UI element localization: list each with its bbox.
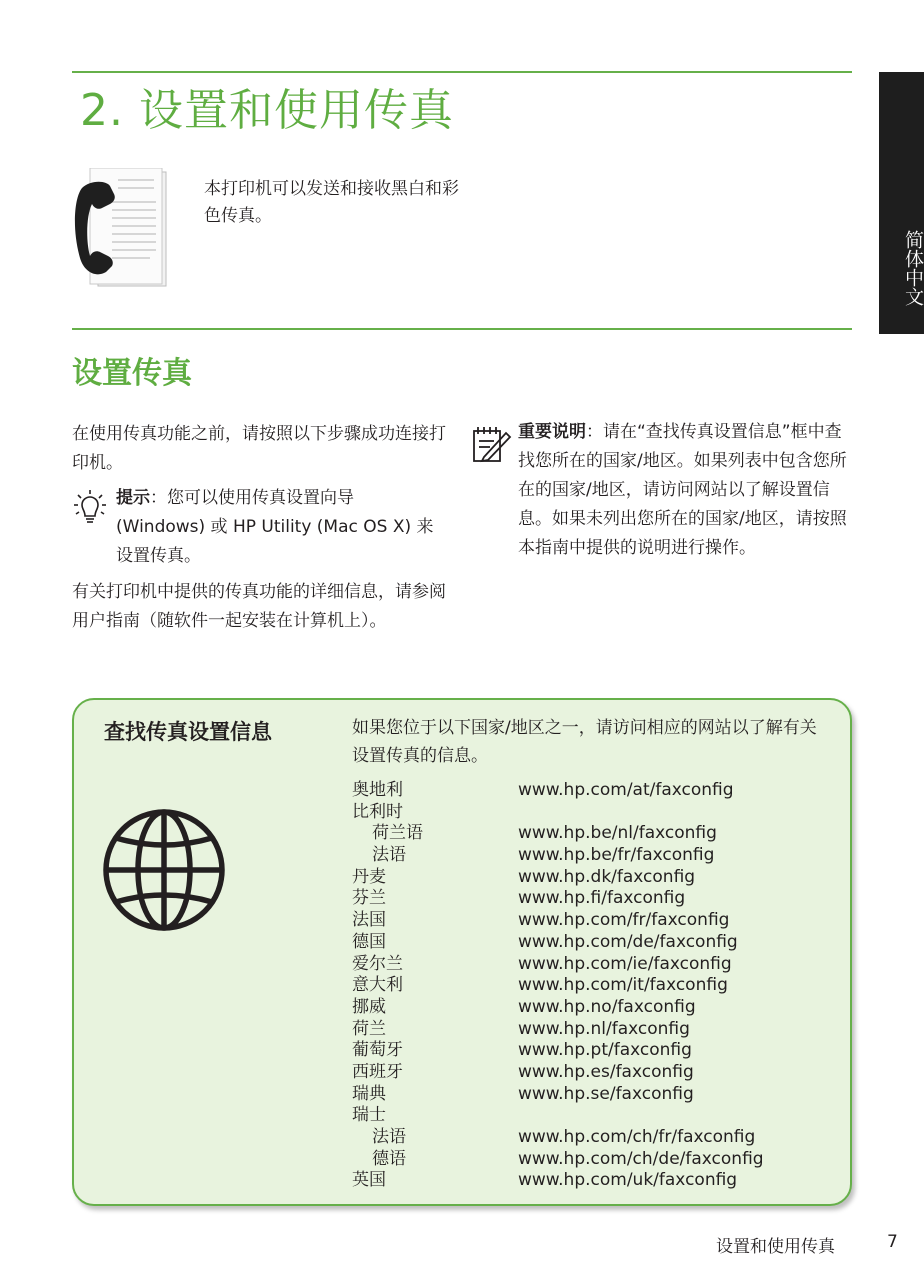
setup-paragraph: 在使用传真功能之前，请按照以下步骤成功连接打印机。 [72,424,446,473]
country-url: www.hp.com/ch/de/faxconfig [518,1148,764,1169]
country-name: 德国 [352,931,386,952]
country-url: www.hp.nl/faxconfig [518,1018,690,1039]
country-url: www.hp.com/ie/faxconfig [518,953,732,974]
country-url: www.hp.com/de/faxconfig [518,931,738,952]
country-name: 比利时 [352,801,403,822]
country-name: 奥地利 [352,780,403,800]
country-name: 英国 [352,1170,386,1191]
country-row [352,1170,832,1192]
country-row [352,802,832,824]
box-intro: 如果您位于以下国家/地区之一，请访问相应的网站以了解有关设置传真的信息。 [352,718,817,766]
country-url: www.hp.fi/faxconfig [518,888,686,909]
note-label: 重要说明 [518,422,586,442]
country-row [352,997,832,1019]
country-row [352,1062,832,1084]
country-url: www.hp.com/ch/fr/faxconfig [518,1127,756,1147]
tip-body: ：您可以使用传真设置向导 (Windows) 或 HP Utility (Mac OS X) 来设置传真。 [116,488,434,566]
country-row [352,910,832,932]
important-note [518,418,850,563]
country-name: 德语 [372,1148,406,1169]
country-url: www.hp.com/it/faxconfig [518,975,728,996]
fax-setup-info-box [72,698,852,1206]
note-body: ：请在“查找传真设置信息”框中查找您所在的国家/地区。如果列表中包含您所在的国家/地区，请访问网站以了解设置信息。如果未列出您所在的国家/地区，请按照本指南中提供的说明进行操作。 [518,422,847,558]
country-name: 爱尔兰 [352,953,403,974]
tip-text [116,484,446,571]
country-url: www.hp.no/faxconfig [518,996,696,1017]
country-name: 丹麦 [352,866,386,887]
country-row [352,780,832,802]
country-row [352,1019,832,1041]
country-row [352,823,832,845]
globe-icon [102,808,226,932]
section-title: 设置传真 [72,356,192,391]
country-row [352,932,832,954]
country-row [352,975,832,997]
country-name: 西班牙 [352,1061,403,1082]
chapter-title: 2. 设置和使用传真 [80,85,454,136]
country-url: www.hp.dk/faxconfig [518,866,696,887]
country-row [352,845,832,867]
top-rule [72,71,852,73]
fax-phone-icon [72,168,172,290]
country-url-list [352,780,832,1192]
country-name: 法语 [372,845,406,866]
country-url: www.hp.be/fr/faxconfig [518,845,715,866]
country-row [352,888,832,910]
country-name: 葡萄牙 [352,1040,403,1061]
country-url: www.hp.se/faxconfig [518,1083,694,1104]
country-name: 芬兰 [352,888,386,909]
country-name: 荷兰语 [372,823,423,844]
country-url: www.hp.com/at/faxconfig [518,780,734,800]
box-title: 查找传真设置信息 [104,720,272,744]
tip-label: 提示 [116,488,150,508]
country-url: www.hp.be/nl/faxconfig [518,823,717,844]
country-name: 法语 [372,1127,406,1147]
country-url: www.hp.es/faxconfig [518,1061,694,1082]
language-tab-label: 简体中文 [902,230,924,306]
country-url: www.hp.com/uk/faxconfig [518,1170,738,1191]
country-url: www.hp.com/fr/faxconfig [518,910,730,931]
country-row [352,954,832,976]
fax-info-paragraph: 有关打印机中提供的传真功能的详细信息，请参阅用户指南（随软件一起安装在计算机上）。 [72,582,446,631]
chapter-intro: 本打印机可以发送和接收黑白和彩色传真。 [204,179,459,226]
country-name: 法国 [352,910,386,931]
country-row [352,1040,832,1062]
country-row [352,1084,832,1106]
country-name: 瑞士 [352,1105,386,1126]
section-rule [72,328,852,330]
country-row [352,1105,832,1127]
country-url [518,802,832,824]
country-name: 荷兰 [352,1018,386,1039]
country-row [352,1127,832,1149]
language-tab [879,72,924,334]
country-row [352,1149,832,1171]
country-name: 瑞典 [352,1083,386,1104]
country-name: 意大利 [352,975,403,996]
note-icon [472,425,512,463]
country-name: 挪威 [352,996,386,1017]
footer-chapter-label: 设置和使用传真 [716,1237,835,1257]
page-number: 7 [887,1232,898,1252]
country-row [352,867,832,889]
country-url: www.hp.pt/faxconfig [518,1040,692,1061]
country-url [518,1105,832,1127]
lightbulb-icon [72,490,108,526]
